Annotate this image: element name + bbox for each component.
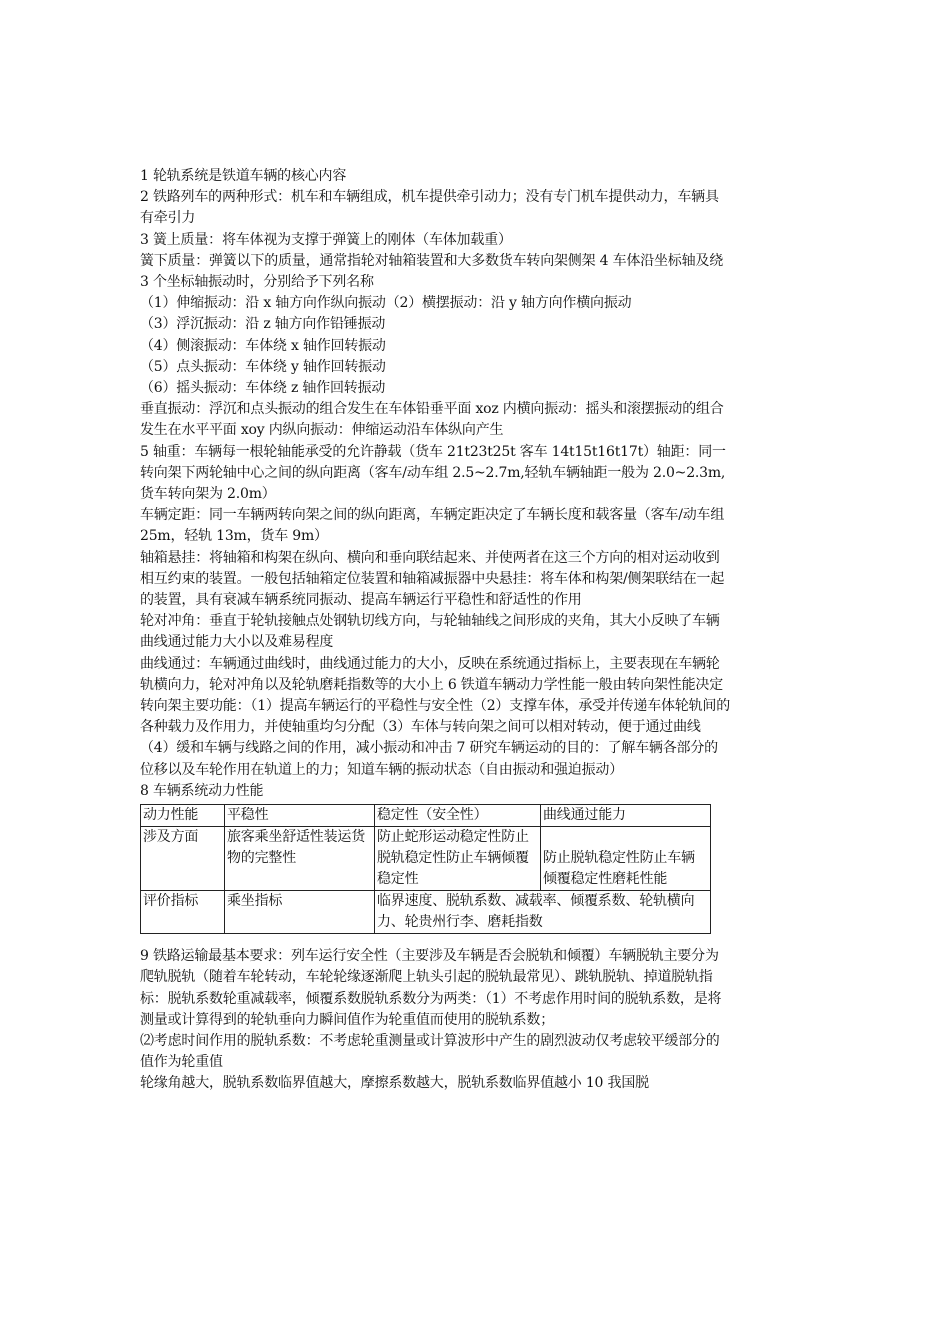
paragraph: 垂直振动：浮沉和点头振动的组合发生在车体铅垂平面 xoz 内横向振动：摇头和滚摆振动的组合发生在水平平面 xoy 内纵向振动：伸缩运动沿车体纵向产生 — [140, 401, 724, 439]
paragraph: 9 铁路运输最基本要求：列车运行安全性（主要涉及车辆是否会脱轨和倾覆）车辆脱轨主要分为爬轨脱轨（随着车轮转动，车轮轮缘逐渐爬上轨头引起的脱轨最常见）、跳轨脱轨、掉道脱轨指标：脱轨系数轮重减载率，倾覆系数脱轨系数分为两类：（1）不考虑作用时间的脱轨系数，是将测量或计算得到的轮轨垂向力瞬间值作为轮重值而使用的脱轨系数； — [140, 948, 722, 1028]
paragraph: 轮缘角越大，脱轨系数临界值越大，摩擦系数越大，脱轨系数临界值越小 10 我国脱 — [140, 1075, 649, 1092]
paragraph: 8 车辆系统动力性能 — [140, 782, 264, 799]
table-cell: 防止蛇形运动稳定性防止脱轨稳定性防止车辆倾覆稳定性 — [375, 827, 541, 891]
table-cell: 评价指标 — [141, 891, 225, 934]
paragraph: 1 轮轨系统是铁道车辆的核心内容 — [140, 168, 347, 184]
paragraph: 3 簧上质量：将车体视为支撑于弹簧上的刚体（车体加载重） — [140, 231, 512, 248]
paragraph-group-bottom — [140, 946, 730, 1094]
table-cell: 旅客乘坐舒适性装运货物的完整性 — [225, 827, 375, 891]
table-row — [141, 827, 711, 891]
table-row — [141, 891, 711, 934]
table-header-cell: 动力性能 — [141, 805, 225, 827]
paragraph: 轮对冲角：垂直于轮轨接触点处钢轨切线方向，与轮轴轴线之间形成的夹角，其大小反映了车辆曲线通过能力大小以及难易程度 — [140, 613, 720, 651]
paragraph: （5）点头振动：车体绕 y 轴作回转振动 — [140, 358, 386, 375]
paragraph: （6）摇头振动：车体绕 z 轴作回转振动 — [140, 380, 386, 397]
table-header-cell: 曲线通过能力 — [541, 805, 711, 827]
table-header-cell: 稳定性（安全性） — [375, 805, 541, 827]
paragraph: （3）浮沉振动：沿 z 轴方向作铅锤振动 — [140, 316, 386, 333]
paragraph: ⑵考虑时间作用的脱轨系数：不考虑轮重测量或计算波形中产生的剧烈波动仅考虑较平缓部分的值作为轮重值 — [140, 1032, 720, 1071]
paragraph: 5 轴重：车辆每一根轮轴能承受的允许静载（货车 21t23t25t 客车 14t15t16t17t）轴距：同一转向架下两轮轴中心之间的纵向距离（客车/动车组 2.5~2.7m,轻轨车辆轴距一般为 2.0~2.3m,货车转向架为 2.0m） — [140, 443, 726, 503]
table-header-row — [141, 805, 711, 827]
paragraph-group-top — [140, 166, 730, 802]
paragraph: （1）伸缩振动：沿 x 轴方向作纵向振动（2）横摆振动：沿 y 轴方向作横向振动 — [140, 295, 632, 312]
paragraph: 车辆定距：同一车辆两转向架之间的纵向距离，车辆定距决定了车辆长度和载客量（客车/动车组 25m，轻轨 13m，货车 9m） — [140, 507, 725, 545]
dynamics-performance-table — [140, 804, 711, 934]
table-cell: 防止脱轨稳定性防止车辆倾覆稳定性磨耗性能 — [541, 827, 711, 891]
table-cell: 乘坐指标 — [225, 891, 375, 934]
paragraph: 转向架主要功能：（1）提高车辆运行的平稳性与安全性（2）支撑车体，承受并传递车体轮轨间的各种载力及作用力，并使轴重均匀分配（3）车体与转向架之间可以相对转动，便于通过曲线（4）缓和车辆与线路之间的作用，减小振动和冲击 7 研究车辆运动的目的：了解车辆各部分的位移以及车轮作用在轨道上的力；知道车辆的振动状态（自由振动和强迫振动） — [140, 698, 731, 778]
paragraph: （4）侧滚振动：车体绕 x 轴作回转振动 — [140, 337, 386, 354]
paragraph: 簧下质量：弹簧以下的质量，通常指轮对轴箱装置和大多数货车转向架侧架 4 车体沿坐标轴及绕 3 个坐标轴振动时，分别给予下列名称 — [140, 252, 724, 291]
table-cell: 涉及方面 — [141, 827, 225, 891]
table-cell: 临界速度、脱轨系数、减载率、倾覆系数、轮轨横向力、轮贵州行李、磨耗指数 — [375, 891, 711, 934]
document-body — [140, 166, 730, 1095]
paragraph: 曲线通过：车辆通过曲线时，曲线通过能力的大小，反映在系统通过指标上，主要表现在车辆轮轨横向力，轮对冲角以及轮轨磨耗指数等的大小上 6 铁道车辆动力学性能一般由转向架性能决定 — [140, 655, 724, 693]
table-header-cell: 平稳性 — [225, 805, 375, 827]
paragraph: 轴箱悬挂：将轴箱和构架在纵向、横向和垂向联结起来、并使两者在这三个方向的相对运动收到相互约束的装置。一般包括轴箱定位装置和轴箱减振器中央悬挂：将车体和构架/侧架联结在一起的装置，具有衰减车辆系统同振动、提高车辆运行平稳性和舒适性的作用 — [140, 549, 725, 609]
paragraph: 2 铁路列车的两种形式：机车和车辆组成，机车提供牵引动力；没有专门机车提供动力，车辆具有牵引力 — [140, 189, 719, 227]
